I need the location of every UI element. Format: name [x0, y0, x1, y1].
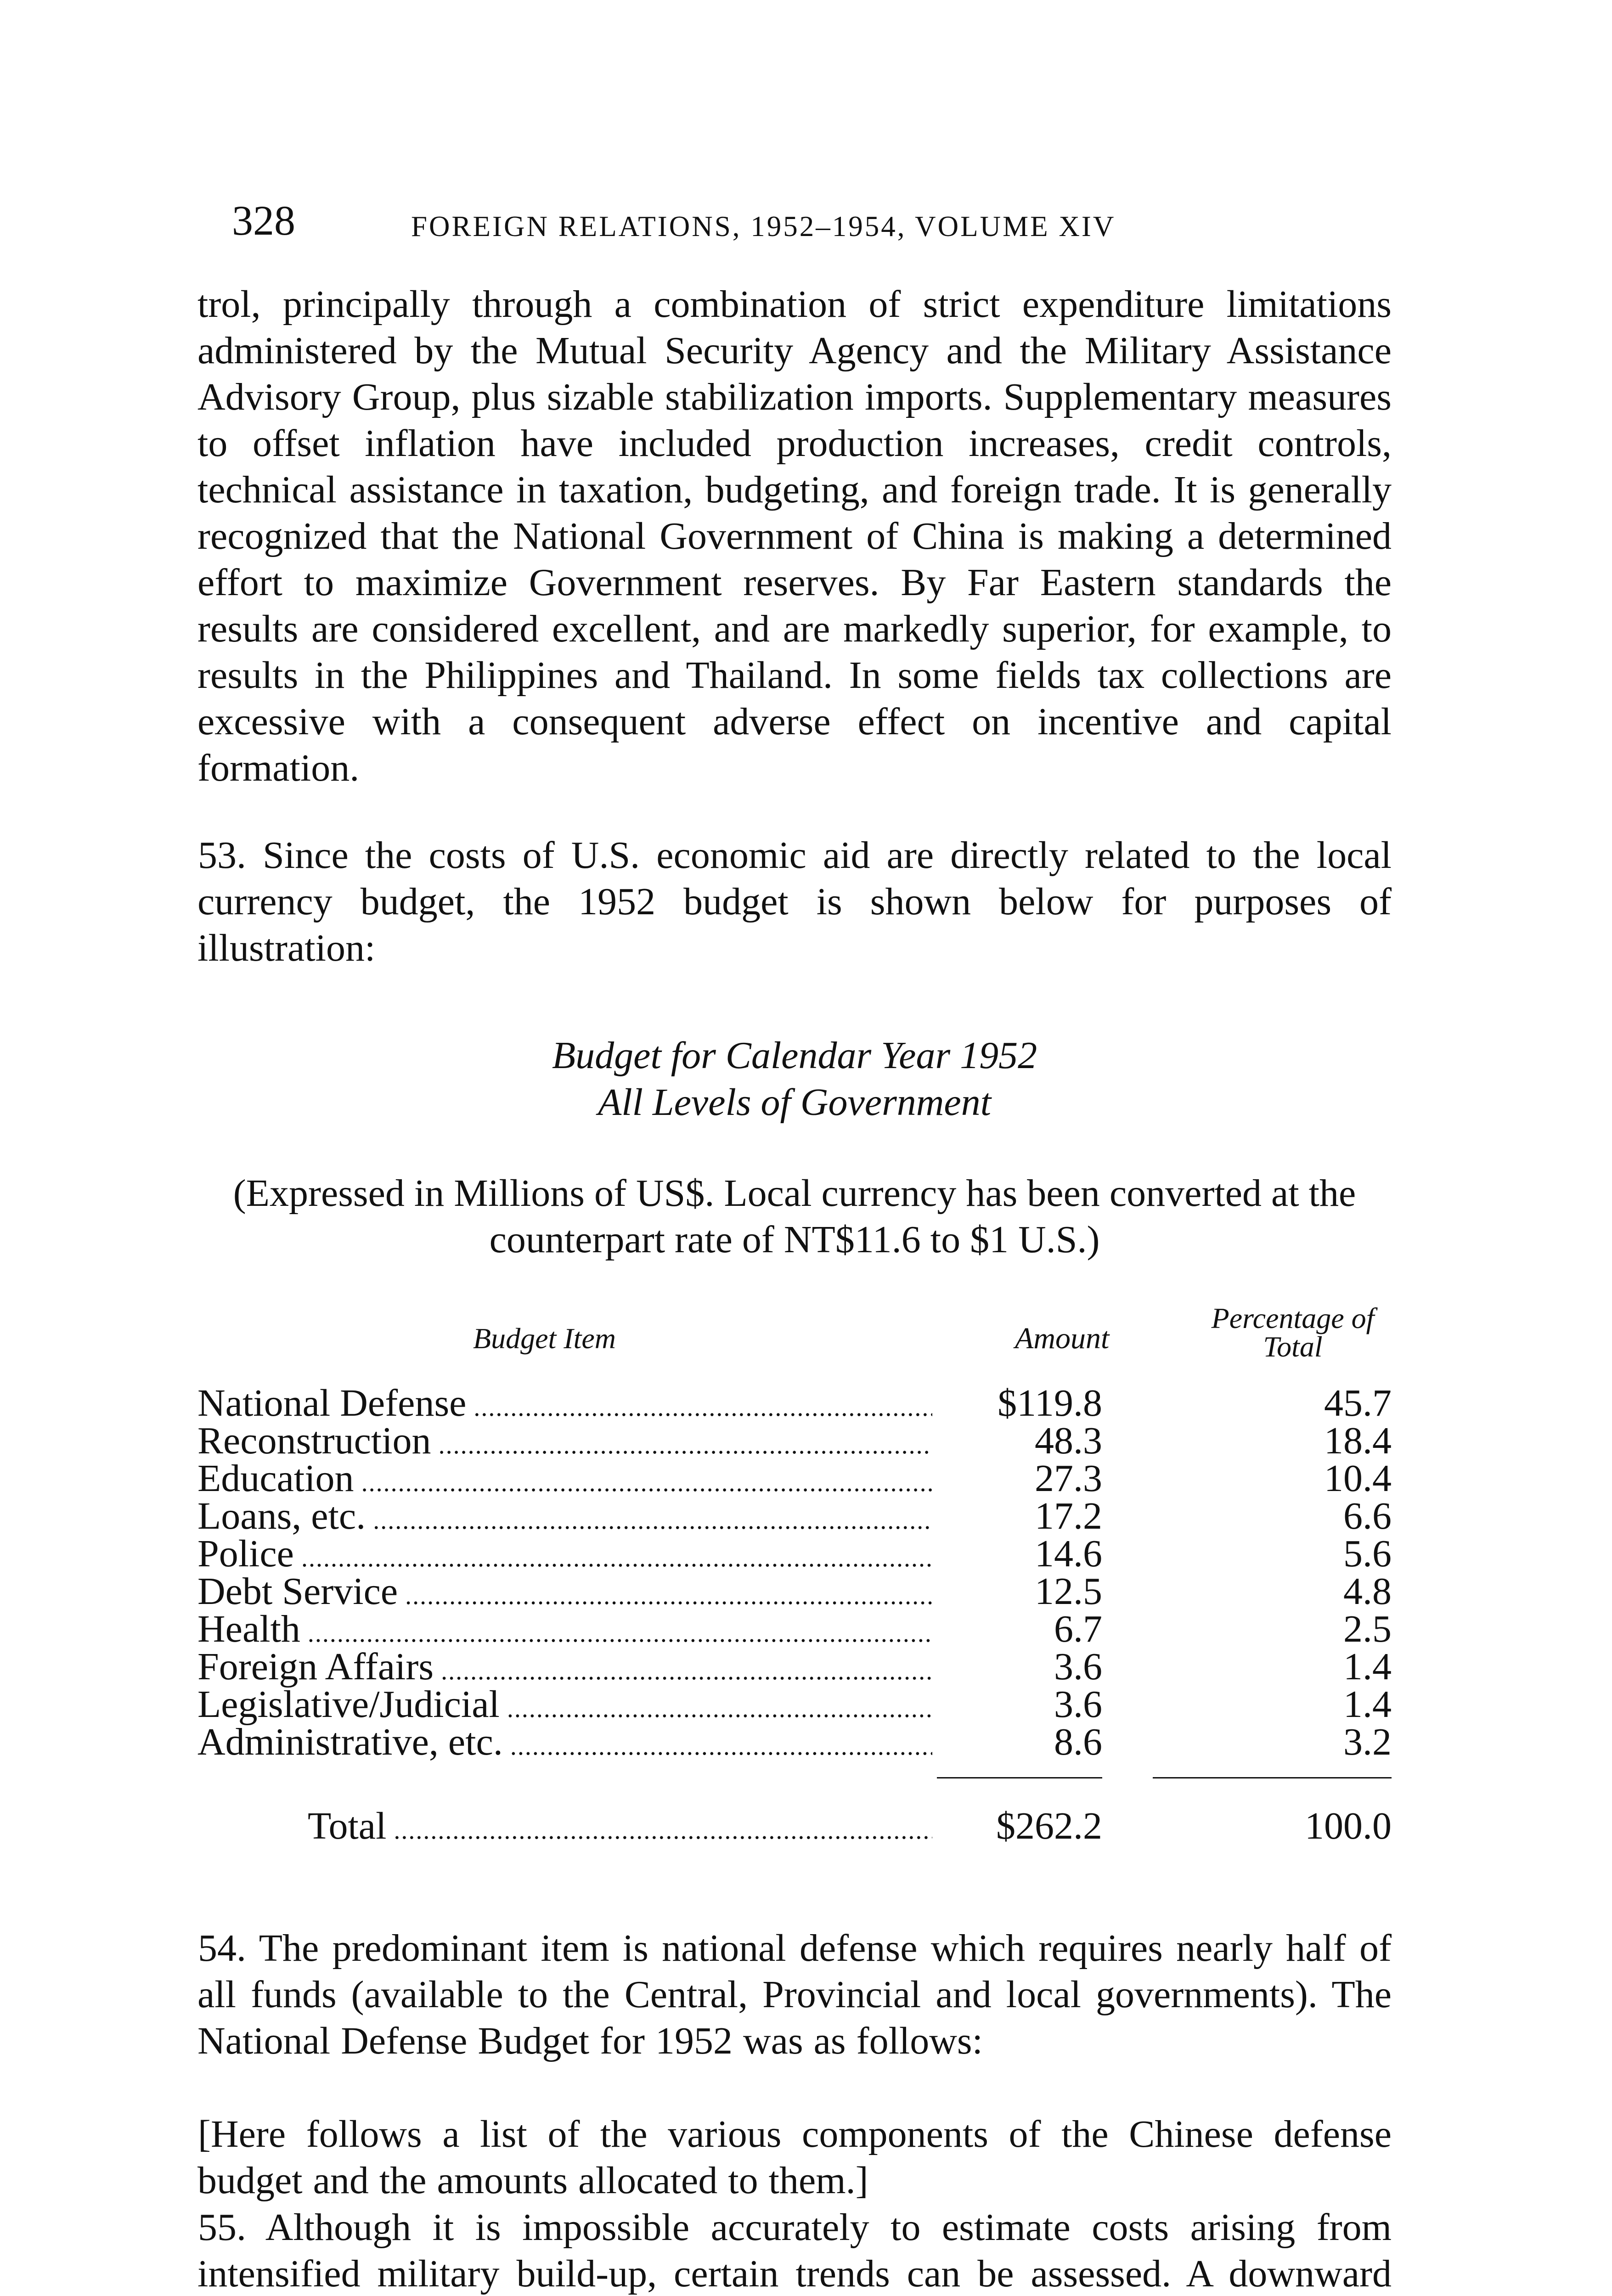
row-budget-item: Legislative/Judicial ..... [197, 1686, 932, 1728]
total-amount: $262.2 [996, 1805, 1102, 1847]
row-budget-item: Administrative, etc. ..... [197, 1723, 932, 1765]
table-row [197, 1457, 1392, 1500]
row-percentage: 5.6 [1343, 1532, 1392, 1575]
table-row [197, 1532, 1392, 1575]
table-note: (Expressed in Millions of US$. Local currency has been converted at the counterpart rate of NT$11.6 to $1 U.S.) [233, 1172, 1356, 1261]
editorial-note: [Here follows a list of the various components of the Chinese defense budget and the amounts allocated to them.] [197, 2113, 1392, 2202]
row-amount: 27.3 [1035, 1457, 1102, 1500]
column-header-percentage [1194, 1304, 1392, 1361]
row-amount: 12.5 [1035, 1570, 1102, 1613]
row-amount: 14.6 [1035, 1532, 1102, 1575]
row-amount: 8.6 [1054, 1721, 1102, 1763]
row-amount: 6.7 [1054, 1608, 1102, 1650]
table-header [197, 1304, 1392, 1373]
page-header [232, 197, 1394, 253]
column-header-percentage-line-1: Percentage of [1211, 1302, 1375, 1334]
paragraph-54: 54. The predominant item is national defense which requires nearly half of all funds (available to the Central, Provincial and local governments). The National Defense Budget for 1952 was as follows: [197, 1927, 1392, 2062]
table-row [197, 1570, 1392, 1613]
table-row [197, 1610, 1392, 1648]
row-amount: 17.2 [1035, 1495, 1102, 1537]
row-amount: 48.3 [1035, 1419, 1102, 1462]
total-percentage: 100.0 [1305, 1805, 1392, 1847]
table-total-row [197, 1807, 1392, 1845]
row-amount: 3.6 [1054, 1683, 1102, 1726]
paragraph-55-block [197, 2204, 1392, 2296]
row-amount: $119.8 [998, 1382, 1102, 1424]
row-percentage: 18.4 [1324, 1419, 1392, 1462]
row-percentage: 4.8 [1343, 1570, 1392, 1613]
paragraph-53: 53. Since the costs of U.S. economic aid are directly related to the local currency budget, the 1952 budget is shown below for purposes of illustration: [197, 834, 1392, 969]
editorial-note-block [197, 2111, 1392, 2204]
column-header-percentage-line-2: Total [1263, 1330, 1323, 1363]
amount-total-rule [937, 1777, 1102, 1778]
row-percentage: 2.5 [1343, 1608, 1392, 1650]
percentage-total-rule [1153, 1777, 1392, 1778]
column-header-amount: Amount [1015, 1322, 1110, 1355]
table-row [197, 1723, 1392, 1761]
budget-table [197, 1304, 1392, 1855]
row-budget-item: Education ..... [197, 1460, 932, 1502]
table-row [197, 1645, 1392, 1688]
table-body [197, 1384, 1392, 1761]
opening-paragraph-block [197, 281, 1392, 791]
opening-paragraph: trol, principally through a combination of strict expenditure limitations administered by the Mutual Security Agency and the Military Assistance Advisory Group, plus sizable stabilization imports. Supplementary measures to offset inflation have included production increases, credit controls, technical assistance in taxation, budgeting, and foreign trade. It is generally recognized that the National Government of China is making a determined effort to maximize Government reserves. By Far Eastern standards the results are considered excellent, and are markedly superior, for example, to results in the Philippines and Thailand. In some fields tax collections are excessive with a consequent adverse effect on incentive and capital formation. [197, 283, 1392, 789]
page-number: 328 [232, 197, 295, 244]
row-percentage: 45.7 [1324, 1382, 1392, 1424]
row-percentage: 10.4 [1324, 1457, 1392, 1500]
row-budget-item: Foreign Affairs ..... [197, 1648, 932, 1690]
paragraph-54-block [197, 1925, 1392, 2064]
row-budget-item: Health ..... [197, 1610, 932, 1652]
row-budget-item: Police ..... [197, 1535, 932, 1577]
row-percentage: 6.6 [1343, 1495, 1392, 1537]
paragraph-55: 55. Although it is impossible accurately to estimate costs arising from intensified military build-up, certain trends can be assessed. A downward [197, 2206, 1392, 2295]
column-header-budget-item: Budget Item [473, 1322, 616, 1355]
row-budget-item: National Defense ..... [197, 1384, 932, 1426]
running-head: FOREIGN RELATIONS, 1952–1954, VOLUME XIV [411, 210, 1116, 242]
table-row [197, 1683, 1392, 1726]
table-row [197, 1419, 1392, 1462]
paragraph-53-block [197, 832, 1392, 971]
row-amount: 3.6 [1054, 1645, 1102, 1688]
row-percentage: 1.4 [1343, 1645, 1392, 1688]
table-title-line-2: All Levels of Government [597, 1081, 992, 1124]
table-title-line-1: Budget for Calendar Year 1952 [552, 1034, 1037, 1077]
total-label: Total ..... [308, 1807, 932, 1849]
table-row [197, 1497, 1392, 1535]
row-percentage: 1.4 [1343, 1683, 1392, 1726]
row-budget-item: Reconstruction ..... [197, 1422, 932, 1464]
table-title [197, 1032, 1392, 1126]
row-budget-item: Debt Service ..... [197, 1573, 932, 1615]
row-budget-item: Loans, etc. ..... [197, 1497, 932, 1539]
table-row [197, 1384, 1392, 1422]
row-percentage: 3.2 [1343, 1721, 1392, 1763]
